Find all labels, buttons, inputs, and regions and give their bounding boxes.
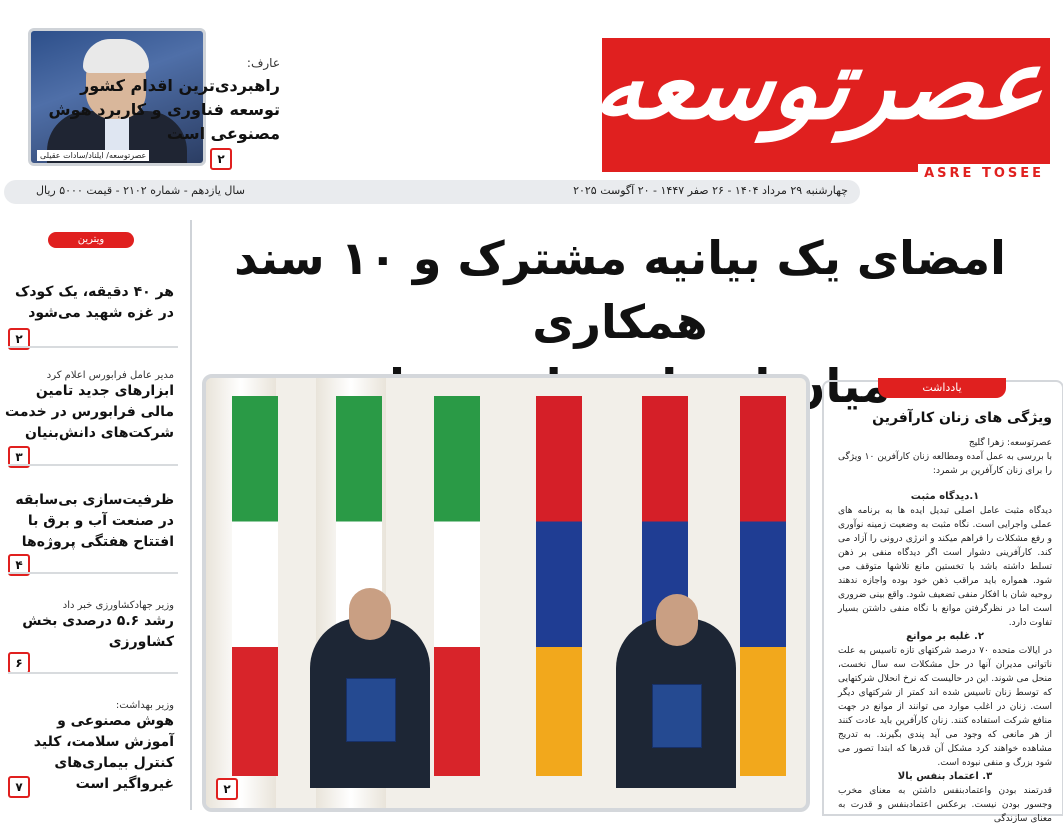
page-badge: ۷: [8, 776, 30, 798]
logo-latin: ASRE TOSEE: [918, 164, 1050, 183]
divider: [8, 464, 178, 466]
section-tab: یادداشت: [878, 378, 1006, 398]
section-tab: ویترین: [48, 232, 134, 248]
section-title: ۱.دیدگاه مثبت: [910, 491, 980, 502]
item-kicker: وزیر جهادکشاورزی خبر داد: [62, 600, 174, 611]
section-text: دیدگاه مثبت عامل اصلی تبدیل ایده ها به برنامه های عملی واجرایی است. نگاه مثبت به وضعیت زمینه نوآوری و رفع مشکلات را فراهم میکند و انرژی درونی را آزاد می کند. کارآفرینی دشوار است اگر دیدگاه منفی بر ذهن تسلط داشته باشد با تخستین مانع تلاشها متوقف می شود. همواره باید مراقب ذهن خود بوده واجازه ندهند روحیه شان با افکار منفی تضعیف شود. واقع بینی ضروری است اما در نظرگرفتن موانع با نگاه منفی داشتن بسیار تفاوت دارد.: [838, 506, 1052, 628]
teaser-title[interactable]: راهبردی‌ترین اقدام کشور توسعه فناوری و کاربرد هوش مصنوعی است: [48, 76, 280, 143]
section-text: قدرتمند بودن واعتمادبنفس داشتن به معنای مخرب وجسور بودن نیست. برعکس اعتمادبنفس و قدرت به معنای سازندگی: [838, 786, 1052, 824]
page-badge: ۳: [8, 446, 30, 468]
person-right-head: [656, 594, 698, 646]
page-badge: ۴: [8, 554, 30, 576]
section-title: ۳. اعتماد بنفس بالا: [897, 771, 993, 782]
section-text: در ایالات متحده ۷۰ درصد شرکتهای تازه تاسیس به علت ناتوانی مدیران آنها در حل مشکلات سه سال نخست، منحل می شوند. این در حالیست که نرخ انحلال شرکتهایی که توسط زنان تاسیس شده اند کمتر از شرکتهای دیگر است. زنان در اغلب موارد می توانند از موانع در جهت منافع شرکت استفاده کنند. زنان کارآفرین باید عادت کنند از هر مانعی که وجود می آید پندی بگیرند. به تدریج مشاهده خواهند کرد مشکل آن قدرها که ابتدا تصور می شود بزرگ و منفی نبوده است.: [838, 646, 1053, 768]
photo-page-badge-wrap: [216, 778, 238, 800]
page-badge: ۶: [8, 652, 30, 674]
main-photo: [202, 374, 810, 812]
item-title: هر ۴۰ دقیقه، یک کودک در غزه شهید می‌شود: [15, 284, 174, 321]
note-section-1: [838, 490, 1052, 630]
item-title: رشد ۵.۶ درصدی بخش کشاورزی: [22, 613, 174, 650]
teaser-source: عارف:: [246, 56, 280, 70]
masthead-logo: [588, 18, 1058, 190]
flag-armenia: [536, 396, 582, 776]
headline-line-2: میان: [786, 359, 891, 413]
photo-caption: عصرتوسعه/ ایلناد/سادات عقیلی: [37, 150, 149, 161]
note-section-2: [838, 630, 1052, 770]
folder-left: [346, 678, 396, 742]
list-item[interactable]: [4, 370, 174, 444]
person-left-head: [349, 588, 391, 640]
teaser-box[interactable]: [24, 24, 464, 174]
dateline-bar: [4, 180, 860, 204]
item-kicker: وزیر بهداشت:: [115, 700, 174, 711]
section-title: ۲. غلبه بر موانع: [906, 631, 984, 642]
page-badge: ۲: [210, 148, 232, 170]
item-title: ظرفیت‌سازی بی‌سابقه در صنعت آب و برق با افتتاح هفتگی پروژه‌ها: [15, 492, 174, 550]
page-badge: ۲: [8, 328, 30, 350]
flag-iran: [232, 396, 278, 776]
divider: [8, 672, 178, 674]
date-text: چهارشنبه ۲۹ مرداد ۱۴۰۴ - ۲۶ صفر ۱۴۴۷ - ۲۰ آگوست ۲۰۲۵: [573, 184, 848, 197]
item-title: هوش مصنوعی و آموزش سلامت، کلید کنترل بیماری‌های غیرواگیر است: [33, 713, 174, 792]
byline: عصرتوسعه: زهرا گلیج: [968, 438, 1052, 448]
headline-line-1: امضای یک بیانیه مشترک و ۱۰ سند همکاری: [234, 231, 1006, 349]
intro-text: با بررسی به عمل آمده ومطالعه زنان کارآفرین ۱۰ ویژگی را برای زنان کارآفرین بر شمرد:: [838, 452, 1053, 476]
list-item[interactable]: [4, 600, 174, 653]
logo-text: عصرتوسعه: [588, 28, 1053, 141]
note-section-3: [838, 770, 1052, 826]
column-divider: [190, 220, 192, 810]
note-column: [822, 380, 1063, 824]
folder-right: [652, 684, 702, 748]
item-title: ابزارهای جدید تامین مالی فرابورس در خدمت شرکت‌های دانش‌بنیان: [5, 383, 174, 441]
flag-iran: [434, 396, 480, 776]
page-badge: ۲: [216, 778, 238, 800]
divider: [8, 346, 178, 348]
note-intro: [838, 436, 1052, 478]
list-item[interactable]: [4, 490, 174, 553]
divider: [8, 572, 178, 574]
note-title[interactable]: ویژگی های زنان کارآفرین: [872, 410, 1052, 426]
list-item[interactable]: [4, 282, 174, 324]
left-column: [4, 228, 182, 812]
item-kicker: مدیر عامل فرابورس اعلام کرد: [46, 370, 174, 381]
issue-text: سال یازدهم - شماره ۲۱۰۲ - قیمت ۵۰۰۰ ریال: [36, 184, 245, 197]
photo-hair: [83, 39, 149, 73]
flag-armenia: [740, 396, 786, 776]
